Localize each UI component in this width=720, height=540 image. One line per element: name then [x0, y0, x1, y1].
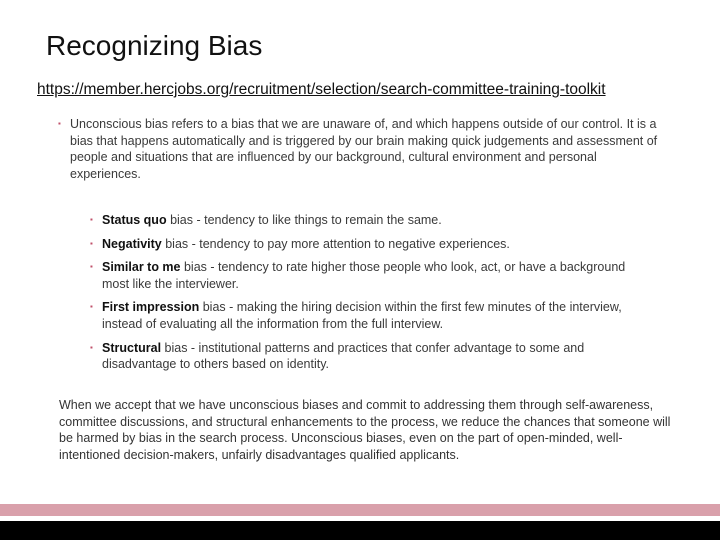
definition-bullet [58, 116, 658, 182]
bullet-icon: ▪ [90, 215, 93, 224]
bias-description: bias - tendency to rate higher those people who look, act, or have a background most like the interviewer. [102, 260, 626, 291]
bullet-icon: ▪ [90, 238, 93, 248]
bias-term: Structural [102, 340, 162, 355]
bias-types-list [90, 212, 650, 373]
bias-term: First impression [102, 300, 200, 315]
bias-item-first-impression [90, 299, 650, 332]
toolkit-link[interactable]: https://member.hercjobs.org/recruitment/selection/search-committee-training-toolkit [37, 81, 606, 98]
bias-item-negativity [90, 236, 650, 253]
bias-item-status-quo [90, 212, 650, 229]
bias-item-structural [90, 340, 650, 373]
bias-description: bias - institutional patterns and practices that confer advantage to some and disadvantage to others based on identity. [102, 340, 585, 372]
footer-bar [0, 521, 720, 540]
bias-description: bias - tendency to pay more attention to negative experiences. [161, 236, 510, 251]
bias-term: Status quo [102, 213, 167, 227]
bullet-icon: ▪ [90, 302, 93, 312]
closing-paragraph: When we accept that we have unconscious biases and commit to addressing them through self-awareness, committee discussions, and structural enhancements to the process, we reduce the chances that someone will be harmed by bias in the search process. Unconscious biases, even on the part of open-minded, well-intentioned decision-makers, unfairly disadvantages qualified applicants. [59, 398, 671, 462]
bias-term: Similar to me [102, 260, 181, 275]
bias-item-similar-to-me [90, 259, 650, 292]
slide-title: Recognizing Bias [46, 30, 263, 61]
bias-description: bias - making the hiring decision within the first few minutes of the interview, instead of evaluating all the information from the full interview. [102, 300, 622, 331]
definition-text: Unconscious bias refers to a bias that we are unaware of, and which happens outside of our control. It is a bias that happens automatically and is triggered by our brain making quick judgements and assessment of people and situations that are influenced by our background, cultural environment and personal experiences. [70, 117, 658, 181]
accent-bar [0, 504, 720, 516]
bullet-icon: ▪ [90, 342, 93, 352]
bias-description: bias - tendency to like things to remain the same. [166, 213, 442, 227]
bullet-icon: ▪ [90, 262, 93, 272]
bullet-icon: ▪ [58, 119, 61, 128]
bias-term: Negativity [102, 236, 162, 251]
